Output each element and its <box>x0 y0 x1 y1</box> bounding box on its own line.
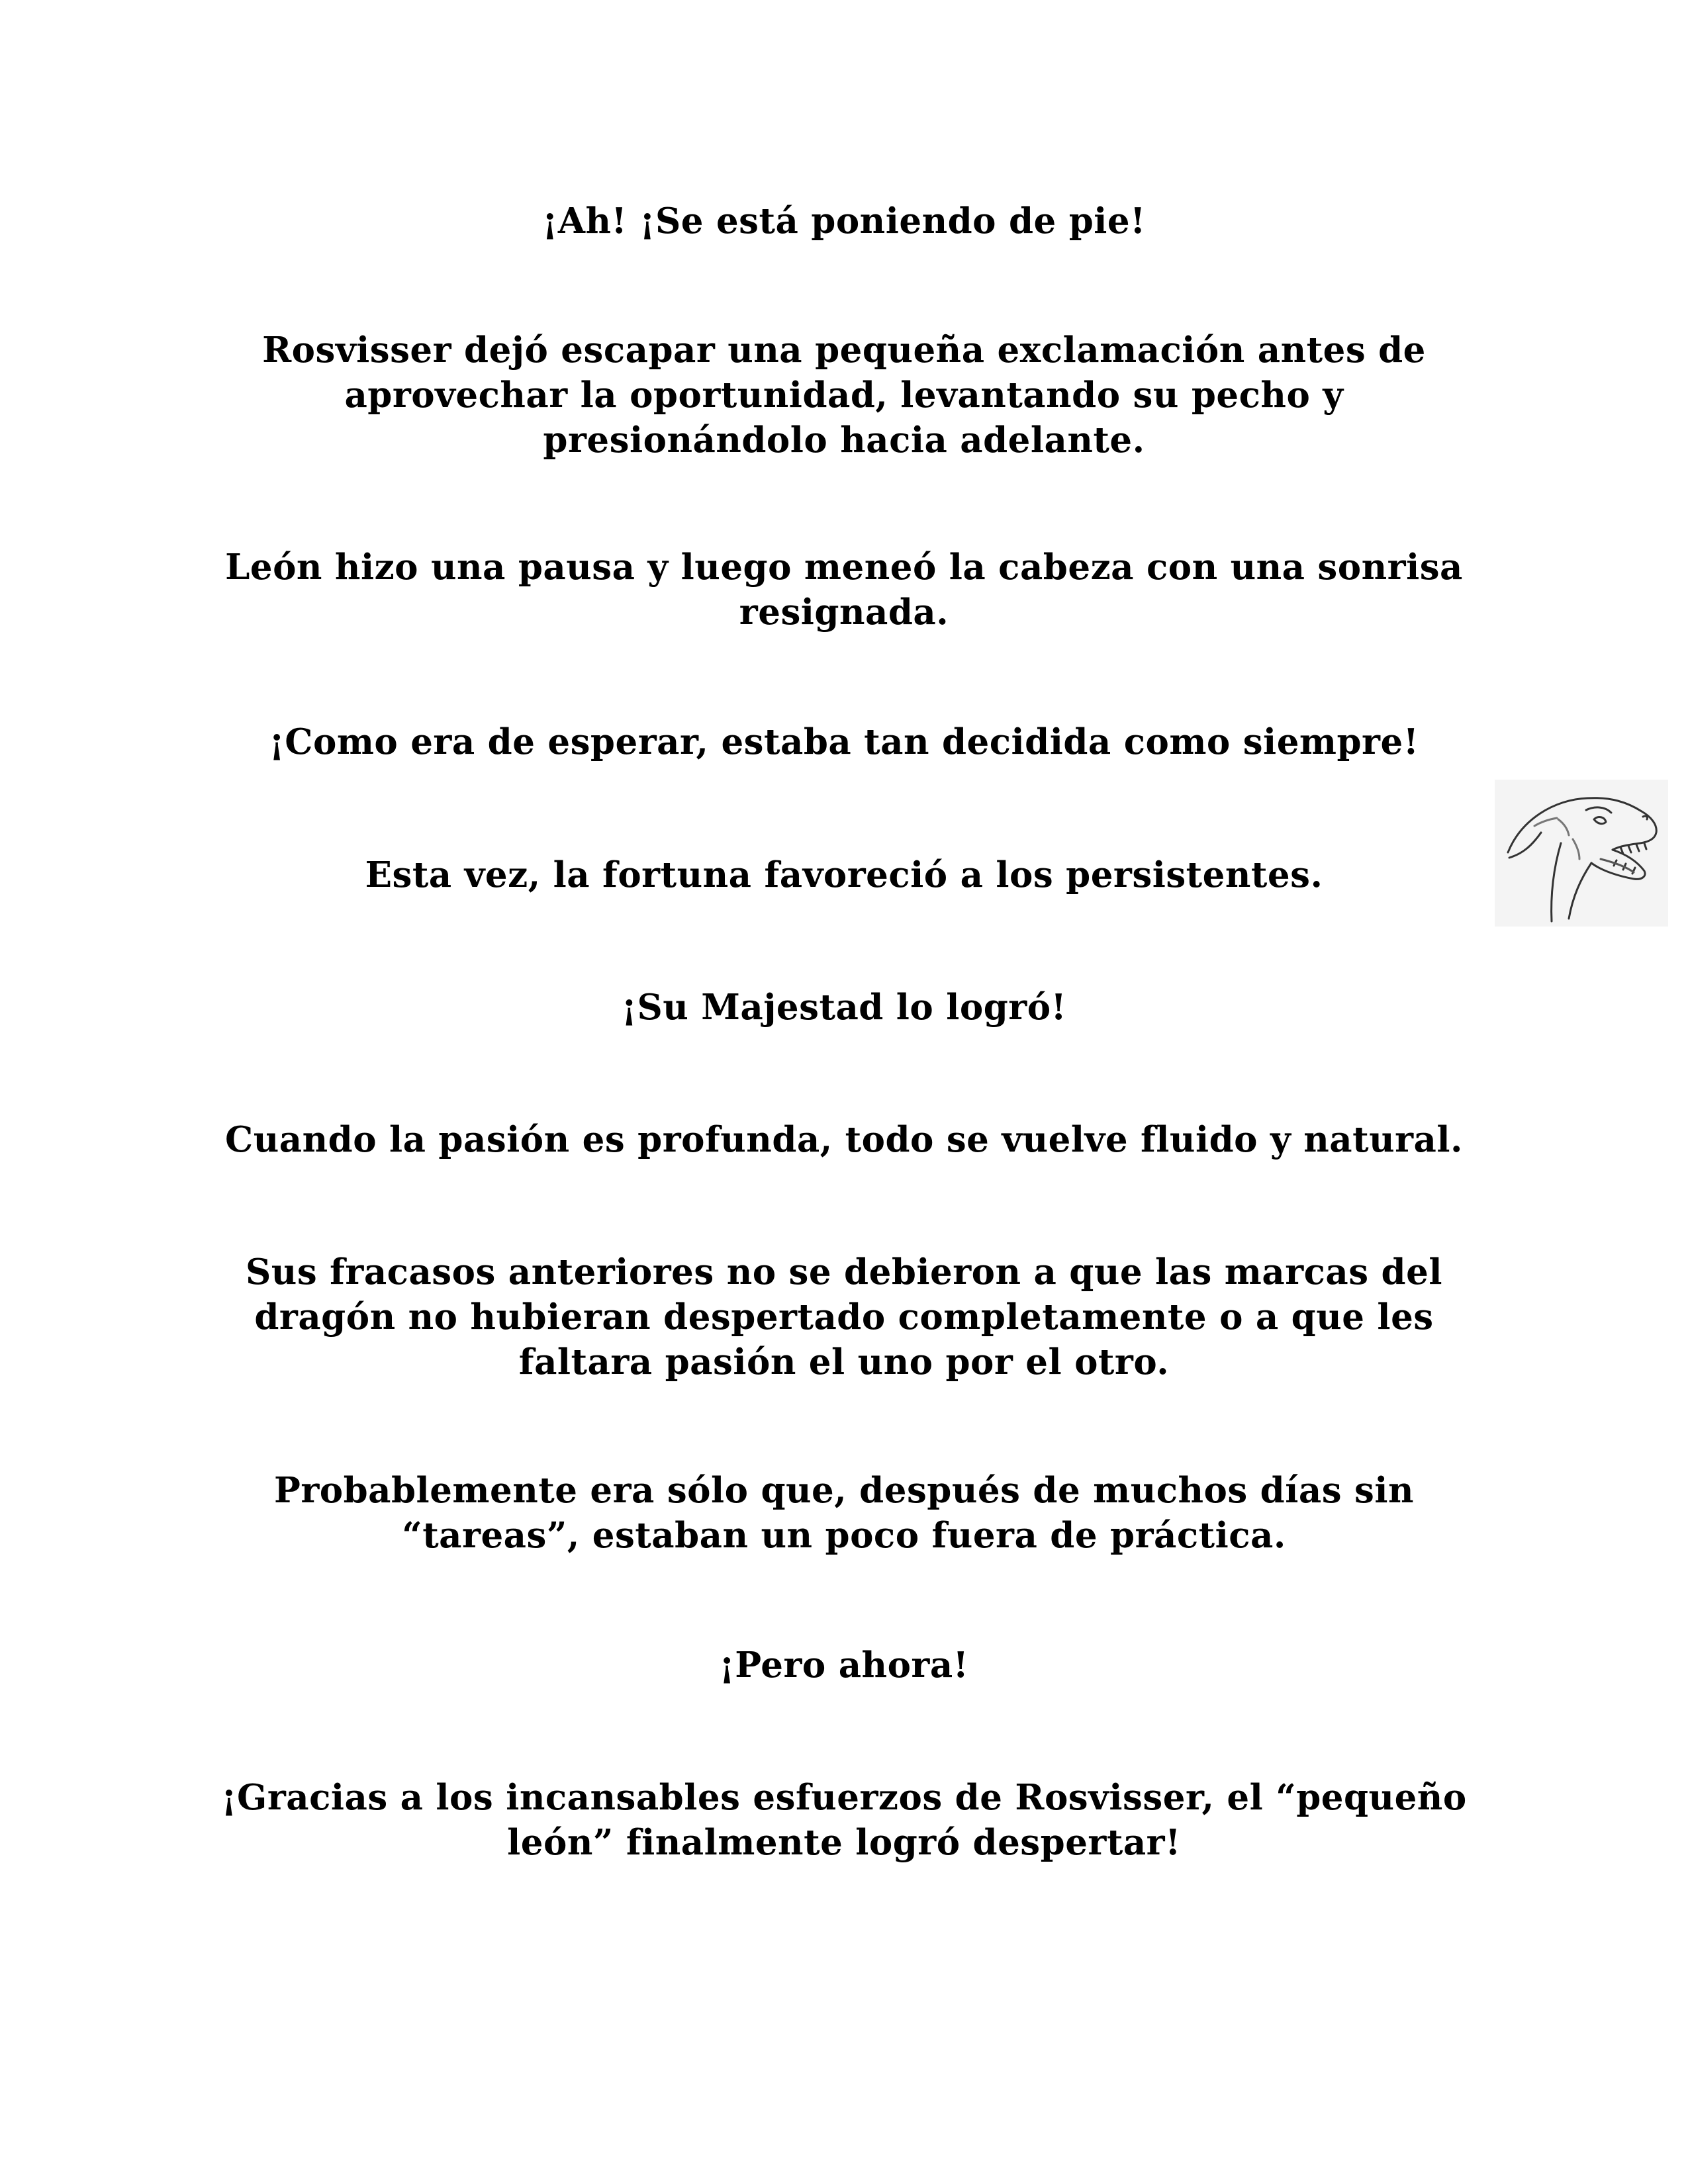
paragraph-9: Probablemente era sólo que, después de muchos días sin “tareas”, estaban un poco fuera de práctica. <box>273 1470 1415 1556</box>
paragraph-1: ¡Ah! ¡Se está poniendo de pie! <box>542 201 1146 242</box>
paragraph-6: ¡Su Majestad lo logró! <box>621 987 1067 1028</box>
paragraph-3: León hizo una pausa y luego meneó la cabeza con una sonrisa resignada. <box>225 547 1463 633</box>
paragraph-2: Rosvisser dejó escapar una pequeña exclamación antes de aprovechar la oportunidad, levantando su pecho y presionándolo hacia adelante. <box>262 330 1426 461</box>
paragraph-5: Esta vez, la fortuna favoreció a los persistentes. <box>365 854 1323 895</box>
paragraph-7: Cuando la pasión es profunda, todo se vuelve fluido y natural. <box>225 1119 1463 1160</box>
paragraph-4: ¡Como era de esperar, estaba tan decidida como siempre! <box>269 721 1419 762</box>
paragraph-8: Sus fracasos anteriores no se debieron a que las marcas del dragón no hubieran despertado completamente o a que les faltara pasión el uno por el otro. <box>246 1251 1442 1383</box>
dinosaur-head-sketch-icon <box>1495 780 1668 927</box>
paragraph-11: ¡Gracias a los incansables esfuerzos de Rosvisser, el “pequeño león” finalmente logró despertar! <box>221 1777 1467 1863</box>
paragraph-10: ¡Pero ahora! <box>719 1645 969 1686</box>
